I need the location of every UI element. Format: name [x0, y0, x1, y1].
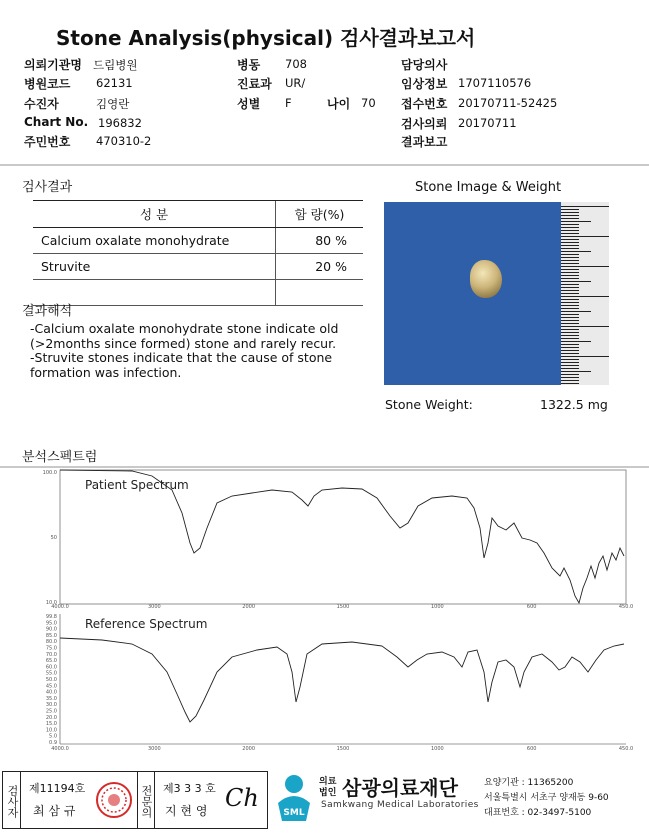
amount-cell — [276, 280, 364, 306]
ruler-tick — [561, 383, 579, 384]
ruler-tick — [561, 350, 579, 351]
y-tick-label: 75.0 — [45, 645, 57, 652]
y-tick-label: 0.9 — [49, 740, 57, 746]
ruler-tick — [561, 227, 579, 228]
x-tick-label: 3000 — [147, 604, 161, 610]
code-label: 병원코드 — [24, 77, 71, 91]
sml-logo-icon — [272, 773, 316, 823]
code-value: 62131 — [96, 76, 133, 90]
clinical-label: 임상정보 — [401, 77, 448, 91]
component-cell: Struvite — [33, 254, 276, 280]
ruler-tick — [561, 209, 579, 210]
legal-entity-label — [319, 777, 336, 799]
y-tick-label: 55.0 — [45, 670, 57, 677]
ruler-tick — [561, 332, 579, 333]
patient-value: 김영란 — [96, 97, 130, 111]
dept-value: UR/ — [285, 76, 306, 90]
y-tick-label: 60.0 — [45, 664, 57, 671]
reference-spectrum-chart — [22, 612, 634, 752]
receipt-value: 20170711-52425 — [458, 96, 558, 110]
ruler-tick — [561, 374, 579, 375]
patient-y-ticks — [43, 470, 57, 606]
ruler-tick — [561, 356, 609, 357]
x-tick-label: 4000.0 — [51, 746, 69, 752]
interpretation-title: 결과해석 — [22, 304, 73, 319]
y-tick-label: 80.0 — [45, 639, 57, 646]
ruler-tick — [561, 284, 579, 285]
ruler-tick — [561, 296, 609, 297]
ruler-tick — [561, 242, 579, 243]
y-tick-label: 10.0 — [45, 600, 57, 606]
org-label: 의뢰기관명 — [24, 58, 82, 72]
table-row — [33, 280, 363, 306]
ruler-tick — [561, 377, 579, 378]
ruler-tick — [561, 239, 579, 240]
stone-photo — [384, 202, 609, 385]
interpretation-line: -Struvite stones indicate that the cause of stone — [30, 350, 333, 365]
ruler-tick — [561, 275, 579, 276]
clinical-value: 1707110576 — [458, 76, 532, 90]
ruler-tick — [561, 362, 579, 363]
ruler-image — [561, 202, 609, 385]
ruler-tick — [561, 215, 579, 216]
ruler-tick — [561, 257, 579, 258]
x-tick-label: 2000 — [242, 746, 256, 752]
id-label: 주민번호 — [24, 135, 71, 149]
ruler-tick — [561, 299, 579, 300]
y-tick-label: 50 — [50, 535, 57, 541]
sml-text: SML — [283, 808, 305, 818]
y-tick-label: 100.0 — [42, 470, 57, 476]
interpretation-text — [30, 322, 370, 380]
interpretation-line: (>2months since formed) stone and rarely recur. — [30, 335, 337, 351]
amount-cell: 20 % — [276, 254, 364, 280]
y-tick-label: 45.0 — [45, 683, 57, 690]
org-value: 드림병원 — [93, 58, 138, 72]
ruler-tick — [561, 293, 579, 294]
address: 서울특별시 서초구 양재동 9-60 — [484, 793, 609, 803]
ruler-tick — [561, 218, 579, 219]
ruler-tick — [561, 230, 579, 231]
ruler-tick — [561, 329, 579, 330]
specialist-name: 지 현 영 — [165, 804, 208, 818]
y-tick-label: 20.0 — [45, 714, 57, 721]
ruler-tick — [561, 266, 609, 267]
reference-spectrum-label: Reference Spectrum — [85, 617, 208, 631]
x-tick-label: 1500 — [336, 604, 350, 610]
weight-value: 1322.5 mg — [540, 397, 608, 412]
report-label: 결과보고 — [401, 135, 448, 149]
dept-label: 진료과 — [237, 77, 272, 91]
x-tick-label: 3000 — [147, 746, 161, 752]
ruler-tick — [561, 251, 591, 252]
interpretation-line: formation was infection. — [30, 364, 182, 380]
specialist-license: 제3 3 3 호 — [163, 782, 216, 795]
amount-cell: 80 % — [276, 228, 364, 254]
patient-spectrum-label: Patient Spectrum — [85, 478, 189, 492]
id-value: 470310-2 — [96, 134, 152, 148]
y-tick-label: 35.0 — [45, 695, 57, 702]
foundation-name: 삼광의료재단 — [342, 776, 458, 800]
reference-x-ticks — [51, 746, 633, 752]
signature-box — [2, 771, 268, 829]
y-tick-label: 85.0 — [45, 632, 57, 639]
x-tick-label: 1000 — [430, 746, 444, 752]
ruler-tick — [561, 290, 579, 291]
ruler-tick — [561, 314, 579, 315]
receipt-label: 접수번호 — [401, 97, 448, 111]
ruler-tick — [561, 281, 591, 282]
y-tick-label: 40.0 — [45, 689, 57, 696]
x-tick-label: 600 — [526, 746, 537, 752]
ruler-tick — [561, 380, 579, 381]
ruler-tick — [561, 254, 579, 255]
doctor-label: 담당의사 — [401, 58, 448, 72]
header-divider — [0, 164, 649, 166]
phone: 대표번호 : 02-3497-5100 — [484, 808, 592, 818]
results-table — [33, 200, 363, 306]
ward-label: 병동 — [237, 58, 261, 72]
patient-spectrum-chart — [22, 468, 634, 610]
sex-value: F — [285, 96, 292, 110]
ruler-tick — [561, 323, 579, 324]
col-component: 성 분 — [33, 201, 276, 228]
ruler-tick — [561, 233, 579, 234]
ruler-tick — [561, 287, 579, 288]
seal-stamp-icon — [95, 781, 133, 819]
reference-spectrum-line — [60, 638, 624, 722]
x-tick-label: 450.0 — [618, 604, 634, 610]
sex-label: 성별 — [237, 97, 261, 111]
ruler-tick — [561, 326, 609, 327]
specialist-vertical-label: 전문의 — [137, 772, 155, 828]
stone-image — [470, 260, 502, 298]
y-tick-label: 5.0 — [49, 733, 57, 740]
table-row — [33, 228, 363, 254]
ruler-tick — [561, 335, 579, 336]
ruler-tick — [561, 320, 579, 321]
age-value: 70 — [361, 96, 376, 110]
ruler-tick — [561, 317, 579, 318]
patient-label: 수진자 — [24, 97, 59, 111]
y-tick-label: 10.0 — [45, 727, 57, 734]
ruler-tick — [561, 212, 579, 213]
ruler-tick — [561, 341, 591, 342]
y-tick-label: 30.0 — [45, 702, 57, 709]
interpretation-line: -Calcium oxalate monohydrate stone indicate old — [30, 321, 339, 336]
y-tick-label: 15.0 — [45, 721, 57, 728]
weight-label: Stone Weight: — [385, 397, 473, 412]
request-label: 검사의뢰 — [401, 117, 448, 131]
y-tick-label: 90.0 — [45, 626, 57, 633]
ruler-tick — [561, 347, 579, 348]
x-tick-label: 600 — [526, 604, 537, 610]
reference-y-ticks — [46, 614, 57, 746]
ruler-tick — [561, 308, 579, 309]
ruler-tick — [561, 305, 579, 306]
x-tick-label: 1000 — [430, 604, 444, 610]
ruler-tick — [561, 278, 579, 279]
ruler-tick — [561, 368, 579, 369]
image-title: Stone Image & Weight — [415, 180, 562, 195]
ruler-tick — [561, 260, 579, 261]
ruler-tick — [561, 353, 579, 354]
spectrum-title: 분석스펙트럼 — [22, 450, 98, 465]
component-cell: Calcium oxalate monohydrate — [33, 228, 276, 254]
ruler-tick — [561, 206, 609, 207]
y-tick-label: 99.8 — [45, 614, 57, 620]
ruler-tick — [561, 245, 579, 246]
ruler-tick — [561, 269, 579, 270]
ruler-tick — [561, 344, 579, 345]
legal-line-2: 법인 — [319, 788, 337, 798]
ruler-tick — [561, 224, 579, 225]
y-tick-label: 65.0 — [45, 658, 57, 665]
signature: Ch — [225, 784, 259, 812]
chart-value: 196832 — [98, 116, 142, 130]
y-tick-label: 95.0 — [45, 620, 57, 627]
request-value: 20170711 — [458, 116, 517, 130]
examiner-name: 최 삼 규 — [33, 804, 76, 818]
ruler-tick — [561, 365, 579, 366]
report-title: Stone Analysis(physical) 검사결과보고서 — [56, 26, 476, 50]
ruler-tick — [561, 263, 579, 264]
age-label: 나이 — [327, 97, 351, 111]
ruler-tick — [561, 311, 591, 312]
ruler-tick — [561, 338, 579, 339]
examiner-vertical-label: 검사자 — [3, 772, 21, 828]
ward-value: 708 — [285, 57, 307, 71]
x-tick-label: 2000 — [242, 604, 256, 610]
ruler-tick — [561, 221, 591, 222]
y-tick-label: 50.0 — [45, 677, 57, 683]
ruler-tick — [561, 359, 579, 360]
examiner-license: 제11194호 — [29, 782, 86, 795]
ruler-tick — [561, 272, 579, 273]
foundation-english: Samkwang Medical Laboratories — [321, 800, 479, 810]
ruler-tick — [561, 236, 609, 237]
y-tick-label: 70.0 — [45, 651, 57, 658]
patient-x-ticks — [51, 604, 633, 610]
results-title: 검사결과 — [22, 180, 73, 195]
x-tick-label: 1500 — [336, 746, 350, 752]
table-row — [33, 254, 363, 280]
x-tick-label: 450.0 — [618, 746, 634, 752]
legal-line-1: 의료 — [319, 777, 337, 787]
institution-code: 요양기관 : 11365200 — [484, 778, 574, 788]
col-amount: 함 량(%) — [276, 201, 364, 228]
x-tick-label: 4000.0 — [51, 604, 69, 610]
y-tick-label: 25.0 — [45, 708, 57, 715]
ruler-tick — [561, 302, 579, 303]
ruler-tick — [561, 248, 579, 249]
ruler-tick — [561, 371, 591, 372]
chart-label: Chart No. — [24, 115, 89, 129]
